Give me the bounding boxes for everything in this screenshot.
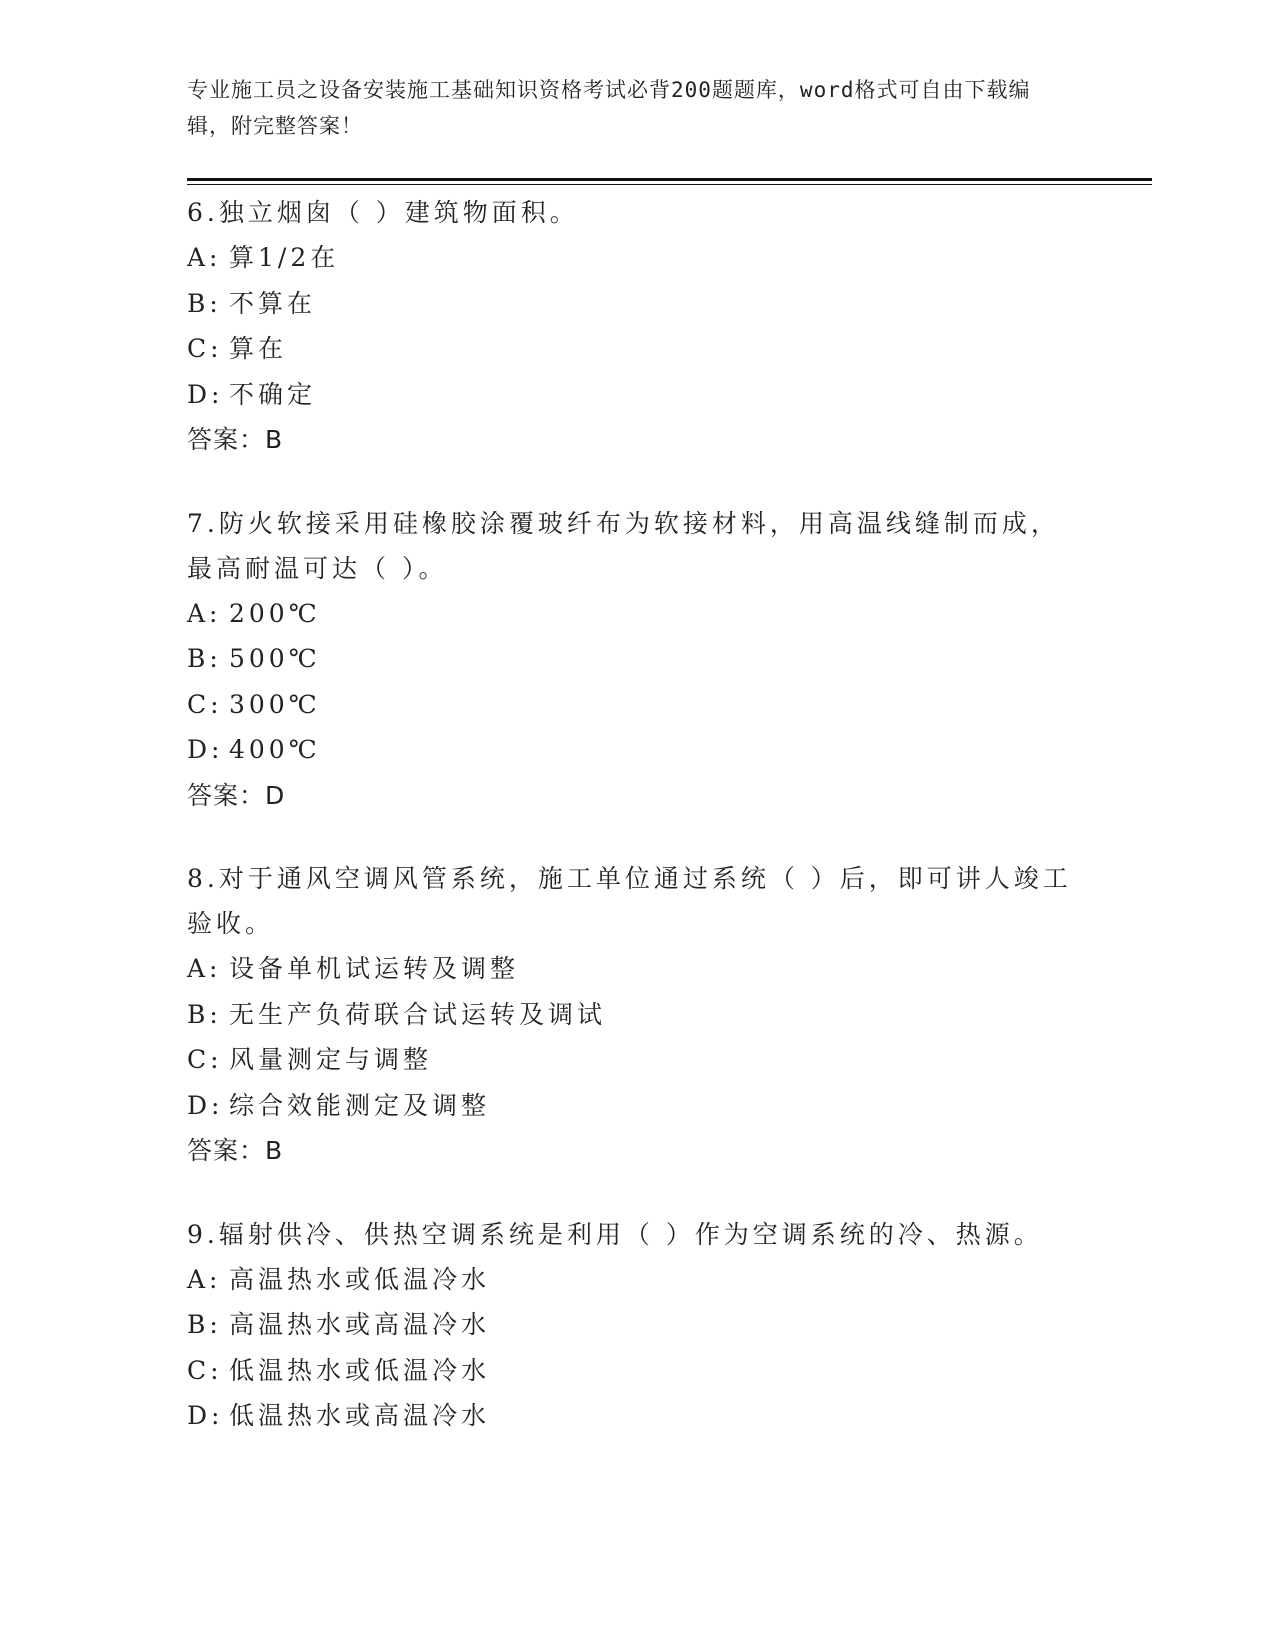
option-letter: C: — [187, 689, 223, 719]
option-a — [187, 235, 1087, 281]
option-letter: D: — [187, 379, 224, 409]
option-text: 低温热水或高温冷水 — [229, 1401, 491, 1430]
option-c — [187, 1037, 1087, 1083]
option-letter: B: — [187, 1310, 222, 1339]
option-text: 500℃ — [229, 644, 321, 673]
option-text: 不确定 — [229, 379, 317, 409]
option-text: 综合效能测定及调整 — [229, 1090, 491, 1120]
option-c — [187, 326, 1087, 372]
option-b — [187, 992, 1087, 1038]
question-8 — [187, 856, 1087, 1174]
option-text: 风量测定与调整 — [229, 1045, 433, 1074]
option-text: 不算在 — [229, 288, 317, 318]
option-d — [187, 372, 1087, 418]
option-letter: C: — [187, 1045, 223, 1074]
option-a — [187, 591, 1087, 637]
option-letter: A: — [187, 1264, 222, 1294]
option-letter: B: — [187, 644, 222, 673]
option-letter: C: — [187, 334, 223, 363]
option-letter: A: — [187, 243, 222, 272]
option-a — [187, 1257, 1087, 1303]
option-text: 200℃ — [229, 598, 321, 628]
option-d — [187, 1083, 1087, 1129]
question-list — [187, 190, 1087, 1477]
option-text: 高温热水或低温冷水 — [229, 1264, 491, 1294]
option-letter: D: — [187, 1090, 224, 1120]
option-c — [187, 1348, 1087, 1394]
option-c — [187, 682, 1087, 728]
option-text: 设备单机试运转及调整 — [229, 954, 520, 983]
option-letter: A: — [187, 954, 222, 983]
question-stem: 9.辐射供冷、供热空调系统是利用（ ）作为空调系统的冷、热源。 — [187, 1219, 1043, 1249]
option-letter: A: — [187, 598, 222, 628]
answer-line: 答案：B — [187, 1136, 284, 1165]
option-letter: B: — [187, 999, 222, 1029]
header-rule-thin — [187, 184, 1152, 185]
option-d — [187, 1393, 1087, 1439]
option-text: 算1/2在 — [229, 243, 340, 272]
option-d — [187, 727, 1087, 773]
option-letter: D: — [187, 735, 224, 764]
option-text: 无生产负荷联合试运转及调试 — [229, 999, 607, 1029]
option-letter: B: — [187, 288, 222, 318]
option-text: 算在 — [229, 334, 288, 363]
option-a — [187, 946, 1087, 992]
header-rule-thick — [187, 178, 1152, 181]
option-text: 300℃ — [229, 689, 321, 719]
option-text: 高温热水或高温冷水 — [229, 1310, 491, 1339]
option-letter: D: — [187, 1401, 224, 1430]
option-b — [187, 281, 1087, 327]
question-7 — [187, 501, 1087, 819]
document-header: 专业施工员之设备安装施工基础知识资格考试必背200题题库，word格式可自由下载编辑，附完整答案！ — [187, 78, 1031, 138]
question-9 — [187, 1212, 1087, 1439]
question-6 — [187, 190, 1087, 463]
option-b — [187, 636, 1087, 682]
option-text: 400℃ — [229, 735, 321, 764]
answer-line: 答案：D — [187, 780, 286, 810]
answer-line: 答案：B — [187, 425, 284, 454]
option-letter: C: — [187, 1355, 223, 1385]
question-stem: 8.对于通风空调风管系统，施工单位通过系统（ ）后，即可讲人竣工验收。 — [187, 864, 1072, 938]
question-stem: 6.独立烟囱（ ）建筑物面积。 — [187, 198, 579, 227]
option-b — [187, 1302, 1087, 1348]
question-stem: 7.防火软接采用硅橡胶涂覆玻纤布为软接材料，用高温线缝制而成，最高耐温可达（ ）。 — [187, 508, 1060, 583]
option-text: 低温热水或低温冷水 — [229, 1355, 491, 1385]
